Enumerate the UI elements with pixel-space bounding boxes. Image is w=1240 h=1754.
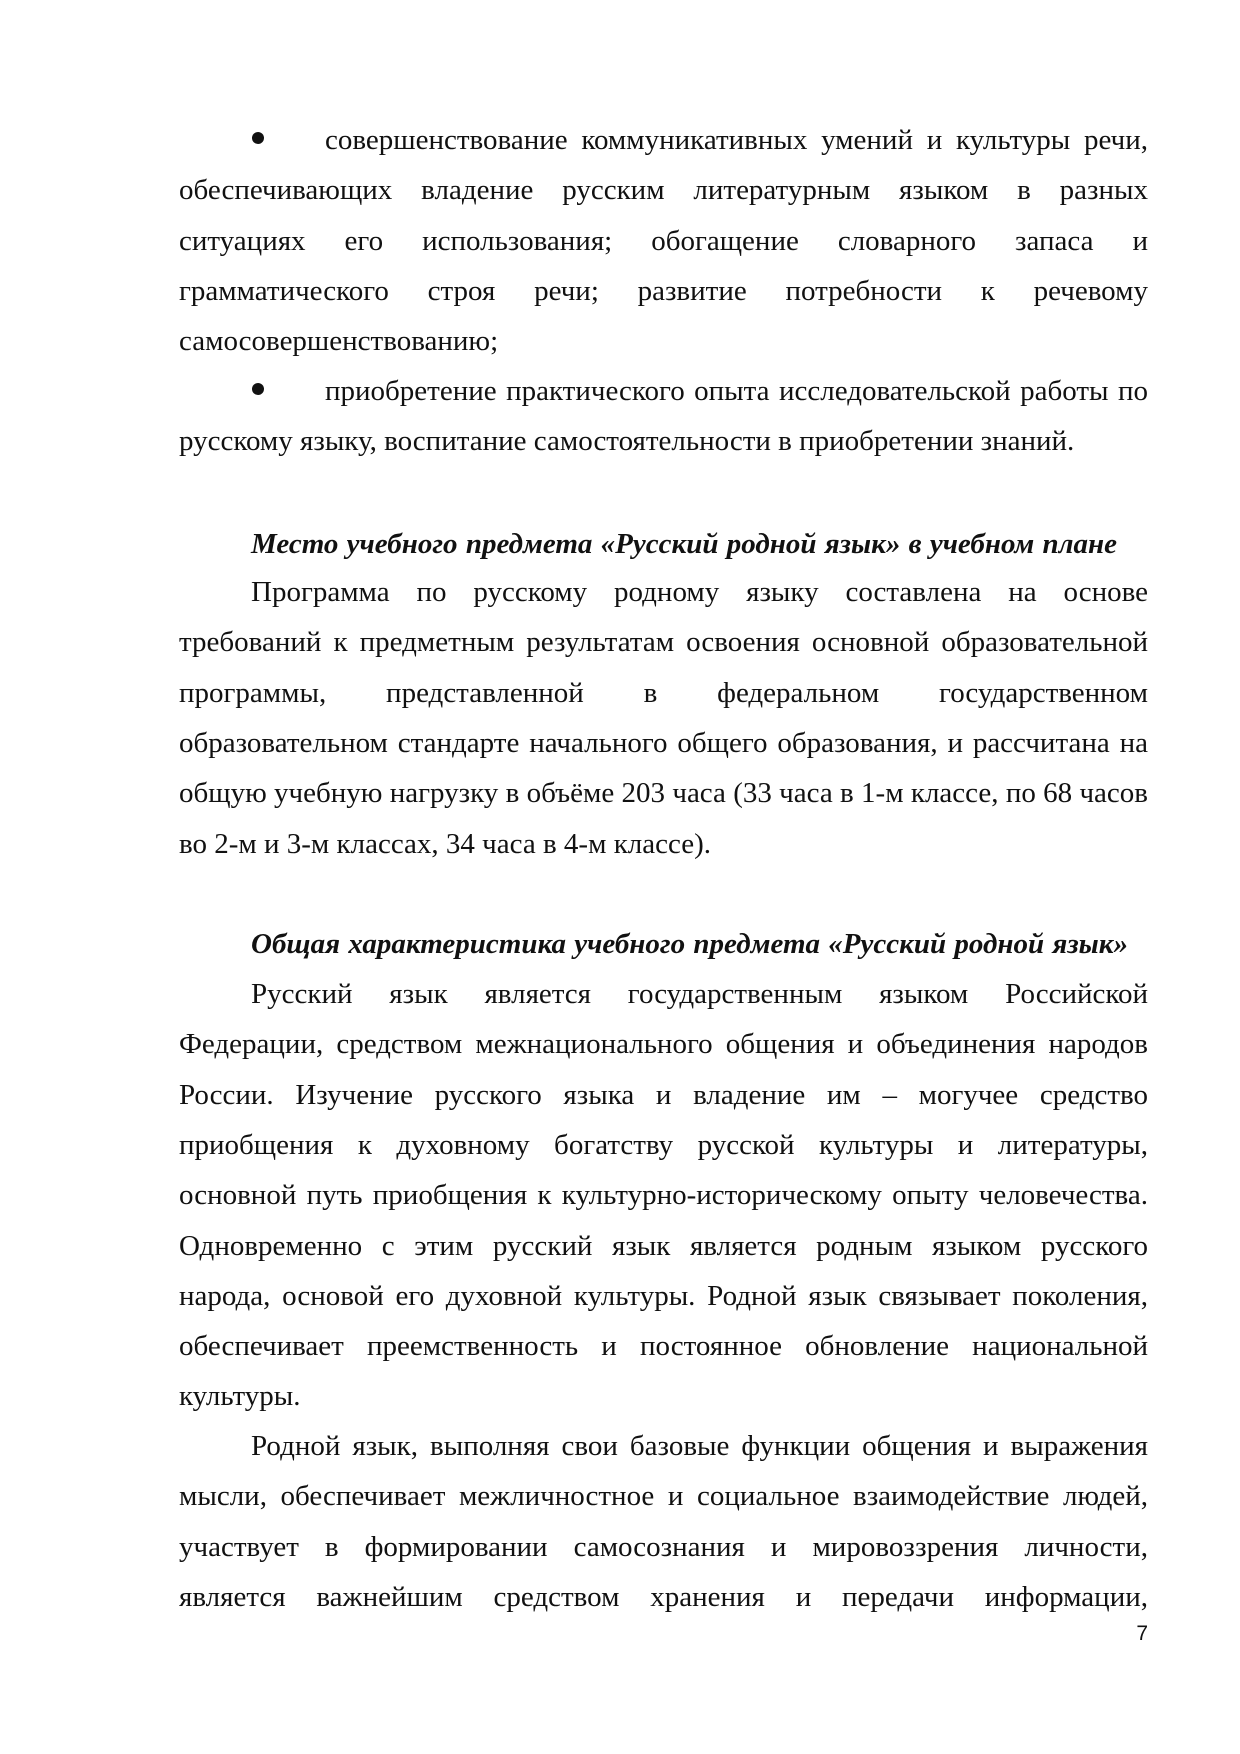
paragraph-line: Русский язык является государственным языком Российской [251, 978, 1148, 1010]
paragraph-line: мысли, обеспечивает межличностное и социальное взаимодействие людей, [179, 1480, 1148, 1513]
paragraph-line: Родной язык, выполняя свои базовые функции общения и выражения [251, 1430, 1148, 1462]
page-number: 7 [1136, 1622, 1148, 1645]
paragraph-line: культуры. [179, 1380, 301, 1413]
section-heading: Общая характеристика учебного предмета «Русский родной язык» [251, 928, 1128, 960]
bullet-icon [252, 383, 264, 395]
paragraph-line: приобщения к духовному богатству русской культуры и литературы, [179, 1128, 1148, 1161]
paragraph-line: общую учебную нагрузку в объёме 203 часа (33 часа в 1-м классе, по 68 часов [179, 777, 1148, 810]
paragraph-line: участвует в формировании самосознания и мировоззрения личности, [179, 1530, 1148, 1563]
paragraph-line: во 2-м и 3-м классах, 34 часа в 4-м классе). [179, 827, 711, 860]
paragraph-line: образовательном стандарте начального общего образования, и рассчитана на [179, 726, 1148, 759]
paragraph-line: основной путь приобщения к культурно-историческому опыту человечества. [179, 1179, 1148, 1212]
bullet-text-line: самосовершенствованию; [179, 325, 499, 358]
section-heading: Место учебного предмета «Русский родной язык» в учебном плане [251, 528, 1117, 560]
paragraph-line: обеспечивает преемственность и постоянное обновление национальной [179, 1330, 1148, 1363]
paragraph-line: народа, основой его духовной культуры. Родной язык связывает поколения, [179, 1279, 1148, 1312]
bullet-text-line: грамматического строя речи; развитие потребности к речевому [179, 274, 1148, 307]
bullet-icon [252, 132, 264, 144]
bullet-text-line: обеспечивающих владение русским литературным языком в разных [179, 174, 1148, 207]
paragraph-line: является важнейшим средством хранения и передачи информации, [179, 1580, 1148, 1613]
paragraph-line: Одновременно с этим русский язык является родным языком русского [179, 1229, 1148, 1262]
paragraph-line: России. Изучение русского языка и владение им – могучее средство [179, 1078, 1148, 1111]
paragraph-line: Программа по русскому родному языку составлена на основе [251, 576, 1148, 608]
paragraph-line: Федерации, средством межнационального общения и объединения народов [179, 1028, 1148, 1061]
bullet-text-line: русскому языку, воспитание самостоятельности в приобретении знаний. [179, 425, 1075, 458]
bullet-text-line: совершенствование коммуникативных умений и культуры речи, [325, 124, 1148, 156]
paragraph-line: программы, представленной в федеральном государственном [179, 676, 1148, 709]
bullet-text-line: ситуациях его использования; обогащение словарного запаса и [179, 224, 1148, 257]
bullet-text-line: приобретение практического опыта исследовательской работы по [325, 375, 1148, 407]
paragraph-line: требований к предметным результатам освоения основной образовательной [179, 626, 1148, 659]
